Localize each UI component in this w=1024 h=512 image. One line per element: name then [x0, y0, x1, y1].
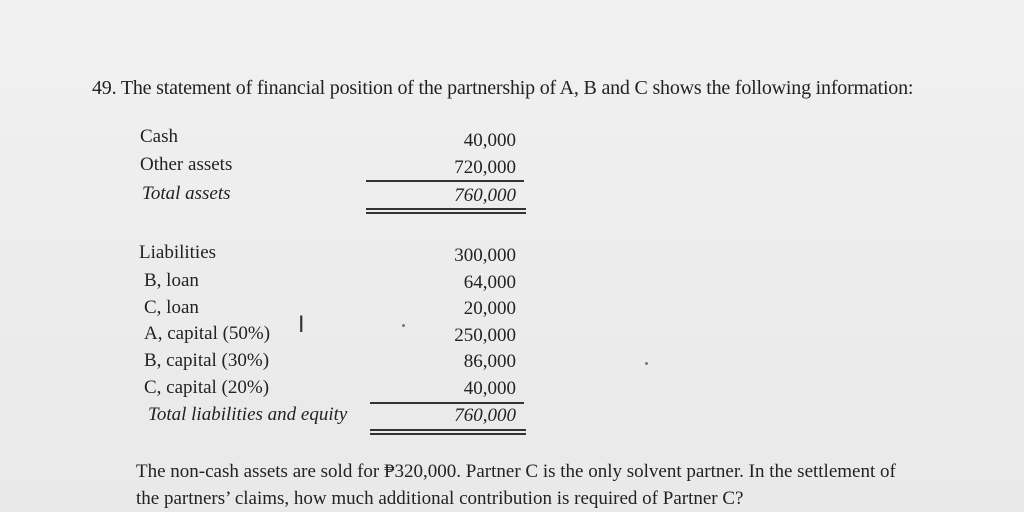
- liab-label-b-loan: B, loan: [144, 270, 199, 291]
- liab-value-liabilities: 300,000: [454, 245, 516, 266]
- cap-value-b: 86,000: [463, 351, 516, 372]
- problem-statement: [136, 458, 956, 512]
- subtotal-rule-liabilities: [370, 402, 524, 404]
- speck-mark: [402, 324, 405, 327]
- cap-label-c: C, capital (20%): [144, 377, 270, 398]
- problem-line-1: The non-cash assets are sold for ₱320,000. Partner C is the only solvent partner. In the settlement of: [136, 461, 896, 482]
- total-double-rule-liab-bottom: [370, 433, 526, 435]
- asset-label-cash: Cash: [140, 126, 178, 147]
- subtotal-rule-assets: [366, 180, 524, 182]
- liab-label-total: Total liabilities and equity: [148, 404, 348, 425]
- asset-label-other: Other assets: [140, 154, 233, 175]
- question-text: 49. The statement of financial position of the partnership of A, B and C shows the following information:: [92, 77, 914, 99]
- liab-value-b-loan: 64,000: [463, 272, 516, 293]
- cap-label-a: A, capital (50%): [144, 323, 271, 344]
- asset-value-total: 760,000: [454, 185, 516, 206]
- problem-line-2: the partners’ claims, how much additional contribution is required of Partner C?: [136, 488, 744, 509]
- ibeam-cursor-icon: I: [298, 313, 305, 338]
- liab-value-c-loan: 20,000: [463, 298, 516, 319]
- cap-value-c: 40,000: [463, 378, 516, 399]
- liab-value-total: 760,000: [454, 405, 516, 426]
- total-double-rule-assets-bottom: [366, 212, 526, 214]
- total-double-rule-assets-top: [366, 208, 526, 210]
- asset-value-cash: 40,000: [463, 130, 516, 151]
- liab-label-liabilities: Liabilities: [139, 242, 217, 263]
- liab-label-c-loan: C, loan: [144, 297, 199, 318]
- cap-value-a: 250,000: [454, 325, 516, 346]
- total-double-rule-liab-top: [370, 429, 526, 431]
- speck-mark: [645, 362, 648, 365]
- asset-value-other: 720,000: [454, 157, 516, 178]
- asset-label-total: Total assets: [142, 183, 231, 204]
- cap-label-b: B, capital (30%): [144, 350, 270, 371]
